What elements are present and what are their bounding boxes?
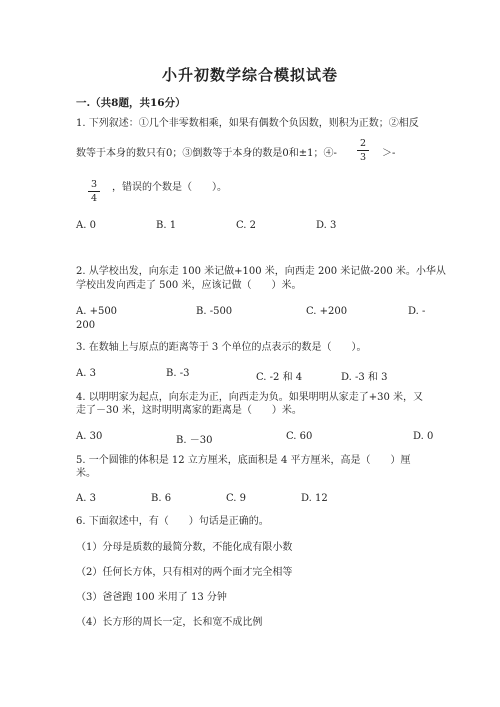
q5-option-d[interactable]: D. 12 [301,493,328,504]
q4-line1: 4. 以明明家为起点，向东走为正，向西走为负。如果明明从家走了+30 米，又 [76,392,424,403]
q3-option-b[interactable]: B. -3 [166,368,190,379]
q1-option-d[interactable]: D. 3 [316,220,337,231]
page-title: 小升初数学综合模拟试卷 [161,66,338,84]
q1-line2: 数等于本身的数只有0；③倒数等于本身的数是0和±1；④- [76,148,337,159]
q1-line1: 1. 下列叙述：①几个非零数相乘，如果有偶数个负因数，则积为正数；②相反 [76,118,419,129]
q1-line3: ，错误的个数是（ ）。 [112,182,227,193]
q3-option-a[interactable]: A. 3 [76,368,96,379]
q4-option-d[interactable]: D. 0 [413,431,434,442]
q1-option-b[interactable]: B. 1 [156,220,177,231]
fraction-bar [357,150,369,151]
q1-option-a[interactable]: A. 0 [76,220,96,231]
q1-fraction-3-4 [88,179,100,204]
fraction-numerator: 3 [90,179,98,190]
q1-greater-than: ＞- [382,148,396,159]
q4-line2: 走了－30 米，这时明明离家的距离是（ ）米。 [76,405,302,416]
q2-line1: 2. 从学校出发，向东走 100 米记做+100 米，向西走 200 米记做-200 米。小华从 [76,266,446,277]
fraction-denominator: 3 [359,152,367,163]
q6-line1: 6. 下面叙述中，有（ ）句话是正确的。 [76,516,269,527]
q3-option-c[interactable]: C. -2 和 4 [256,372,303,383]
fraction-denominator: 4 [90,193,98,204]
q6-item-2: （2）任何长方体，只有相对的两个面才完全相等 [76,567,293,578]
fraction-bar [88,191,100,192]
q3-line1: 3. 在数轴上与原点的距离等于 3 个单位的点表示的数是（ ）。 [76,342,367,353]
q6-item-1: （1）分母是质数的最简分数，不能化成有限小数 [76,542,293,553]
q4-option-a[interactable]: A. 30 [76,431,103,442]
q1-option-c[interactable]: C. 2 [236,220,257,231]
q2-option-d[interactable]: D. - [408,306,426,317]
q6-item-3: （3）爸爸跑 100 米用了 13 分钟 [76,592,227,603]
q5-option-c[interactable]: C. 9 [226,493,247,504]
q4-option-b[interactable]: B. －30 [176,435,213,446]
q2-option-c[interactable]: C. +200 [306,306,348,317]
fraction-numerator: 2 [359,138,367,149]
q6-item-4: （4）长方形的周长一定，长和宽不成比例 [76,617,263,628]
q3-option-d[interactable]: D. -3 和 3 [341,372,388,383]
q2-option-b[interactable]: B. -500 [196,306,233,317]
section-heading: 一.（共8题，共16分） [76,97,186,109]
q5-option-b[interactable]: B. 6 [151,493,172,504]
q5-option-a[interactable]: A. 3 [76,493,96,504]
q1-fraction-2-3 [357,138,369,163]
q5-line1: 5. 一个圆锥的体积是 12 立方厘米，底面积是 4 平方厘米，高是（ ）厘 [76,455,411,466]
q4-option-c[interactable]: C. 60 [286,431,313,442]
q2-line2: 学校出发向西走了 500 米，应该记做（ ）米。 [76,280,302,291]
q2-option-a[interactable]: A. +500 [76,306,118,317]
q2-option-d-continued: 200 [76,320,96,331]
q5-line2: 米。 [76,468,96,479]
